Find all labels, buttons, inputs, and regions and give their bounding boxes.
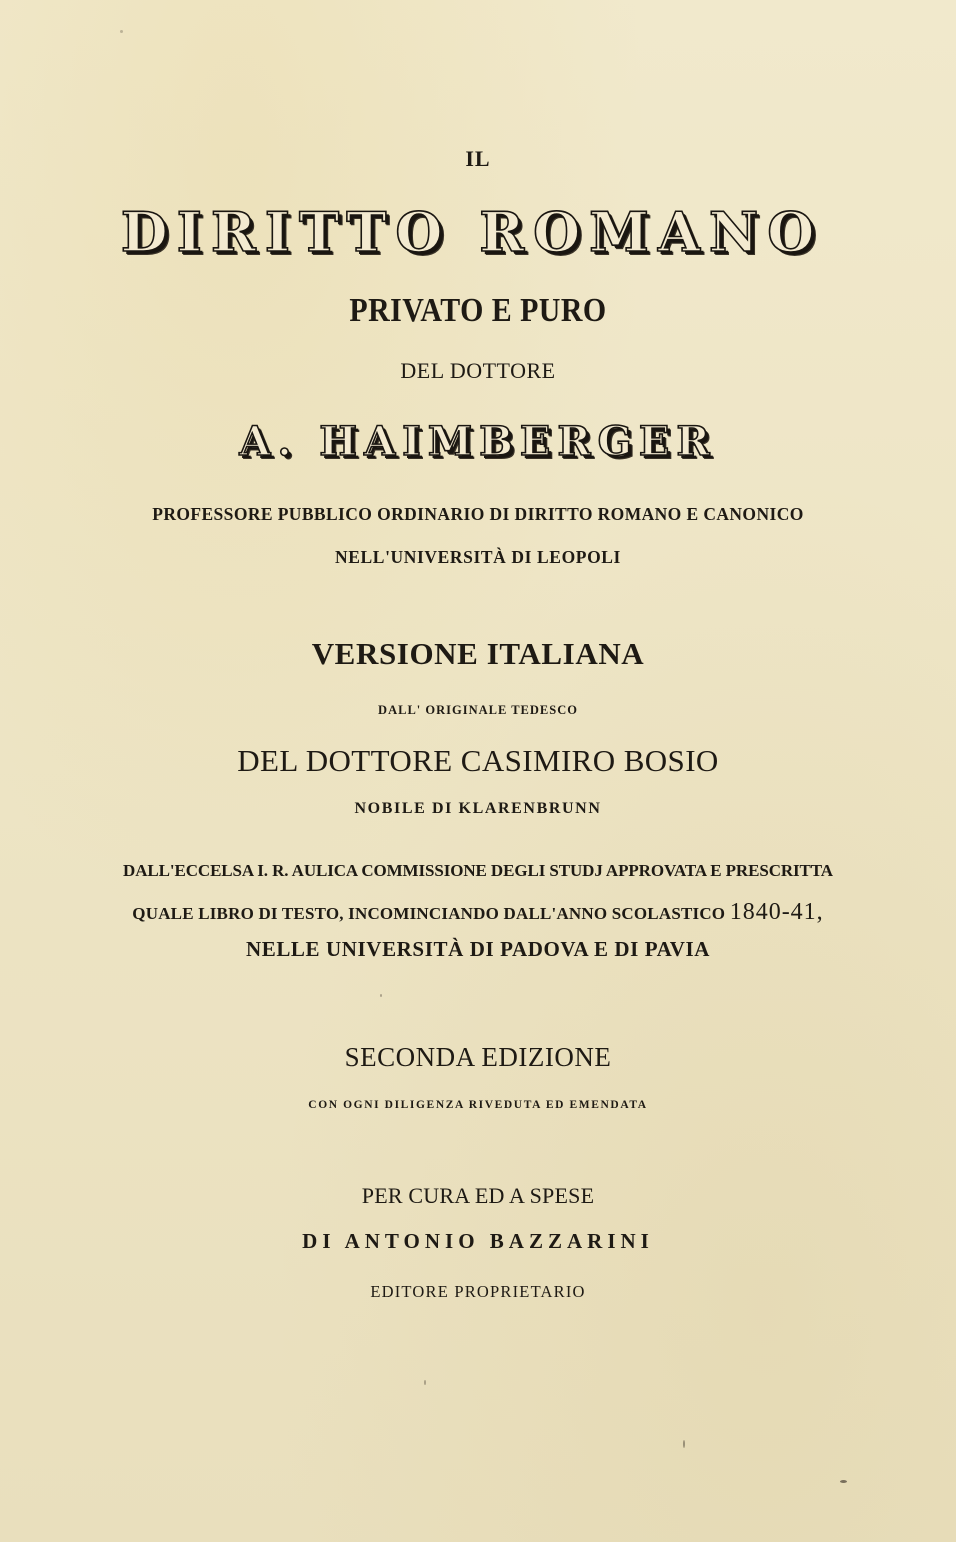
edition-note: CON OGNI DILIGENZA RIVEDUTA ED EMENDATA [308, 1099, 648, 1111]
approval-line-1: DALL'ECCELSA I. R. AULICA COMMISSIONE DEGLI STUDJ APPROVATA E PRESCRITTA [123, 861, 833, 880]
approval-line-2 [0, 899, 956, 926]
author-prefix: DEL DOTTORE [400, 358, 556, 383]
approval-line-3: NELLE UNIVERSITÀ DI PADOVA E DI PAVIA [245, 937, 711, 961]
author-name: A. HAIMBERGER [239, 418, 717, 465]
title-article: IL [465, 146, 491, 171]
publisher-role: EDITORE PROPRIETARIO [370, 1282, 586, 1301]
paper-speck [424, 1380, 426, 1385]
approval-line-2-text: QUALE LIBRO DI TESTO, INCOMINCIANDO DALL'ANNO SCOLASTICO [132, 904, 726, 923]
book-subtitle: PRIVATO E PURO [349, 292, 607, 329]
school-year: 1840-41, [729, 899, 824, 925]
paper-speck [683, 1440, 685, 1448]
publisher-name: DI ANTONIO BAZZARINI [302, 1229, 654, 1253]
paper-speck [380, 994, 382, 997]
translator-title: NOBILE DI KLARENBRUNN [354, 800, 602, 817]
publisher-prefix: PER CURA ED A SPESE [361, 1183, 595, 1208]
translator-name: DEL DOTTORE CASIMIRO BOSIO [237, 743, 719, 778]
author-affiliation: NELL'UNIVERSITÀ DI LEOPOLI [335, 547, 621, 567]
paper-speck [120, 30, 123, 33]
edition-label: SECONDA EDIZIONE [344, 1042, 612, 1072]
paper-speck [840, 1480, 847, 1483]
translation-source: DALL' ORIGINALE TEDESCO [378, 703, 578, 717]
translation-heading: VERSIONE ITALIANA [311, 636, 645, 671]
book-title: DIRITTO ROMANO [120, 200, 824, 264]
author-title: PROFESSORE PUBBLICO ORDINARIO DI DIRITTO ROMANO E CANONICO [152, 504, 804, 524]
